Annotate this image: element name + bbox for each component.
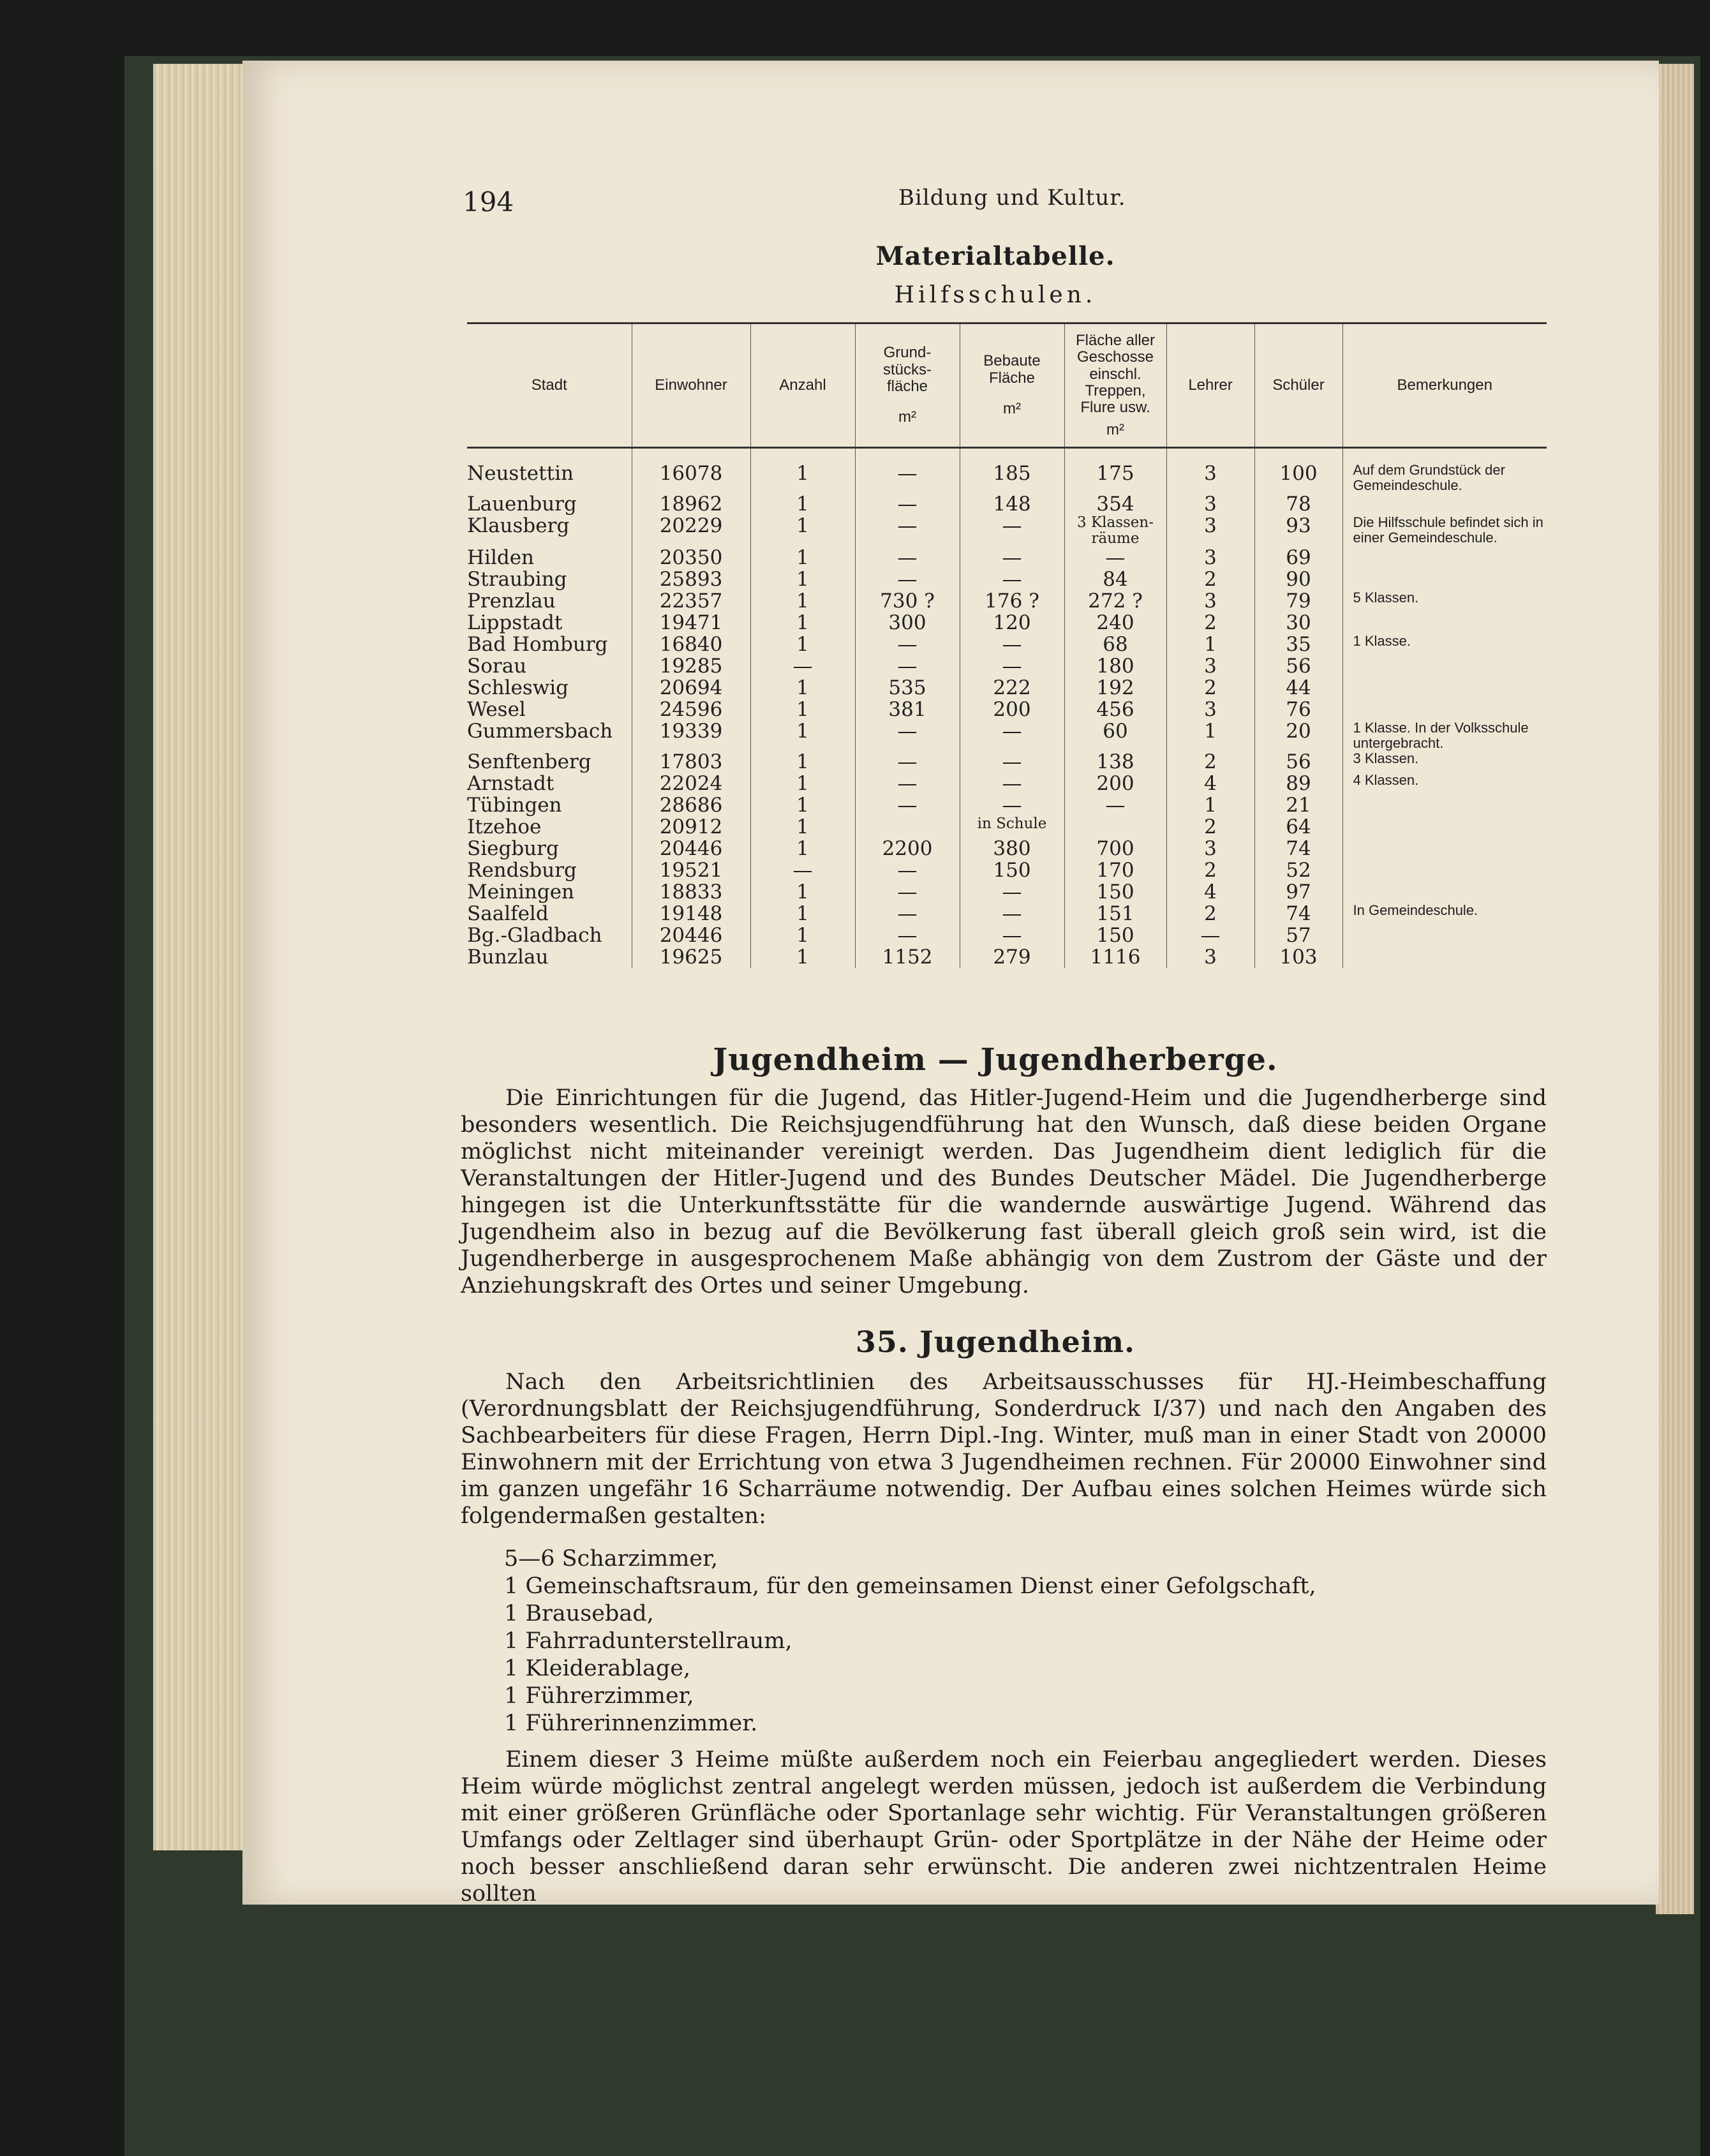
cell-anzahl: 1 xyxy=(750,493,855,515)
cell-flaeche: 700 xyxy=(1064,838,1166,859)
cell-stadt: Tübingen xyxy=(467,794,562,817)
cell-flaeche: 180 xyxy=(1064,655,1166,677)
cell-grund: — xyxy=(855,655,960,677)
cell-anzahl: 1 xyxy=(750,590,855,612)
cell-flaeche: 150 xyxy=(1064,925,1166,946)
cell-flaeche: 150 xyxy=(1064,881,1166,903)
cell-einwohner: 20912 xyxy=(632,816,750,838)
cell-stadt: Klausberg xyxy=(467,514,570,537)
cell-anzahl: 1 xyxy=(750,751,855,773)
cell-schueler: 52 xyxy=(1254,859,1342,881)
table-row xyxy=(467,569,1547,590)
cell-bebaute: 200 xyxy=(960,699,1064,720)
section-title: Jugendheim — Jugendherberge. xyxy=(713,1042,1278,1078)
cell-anzahl: 1 xyxy=(750,448,855,494)
cell-schueler: 90 xyxy=(1254,569,1342,590)
table-body xyxy=(467,448,1547,969)
cell-einwohner: 20229 xyxy=(632,515,750,547)
cell-einwohner: 22357 xyxy=(632,590,750,612)
cell-bemerkung xyxy=(1342,493,1547,515)
list-item: 1 Führerzimmer, xyxy=(504,1683,694,1709)
cell-stadt: Hilden xyxy=(467,546,535,569)
cell-grund: — xyxy=(855,751,960,773)
cell-bebaute: — xyxy=(960,569,1064,590)
table-subtitle: Hilfsschulen. xyxy=(894,282,1097,308)
cell-lehrer: 3 xyxy=(1166,493,1254,515)
cell-schueler: 74 xyxy=(1254,903,1342,925)
cell-stadt: Prenzlau xyxy=(467,590,556,613)
cell-bemerkung xyxy=(1342,946,1547,968)
cell-grund: — xyxy=(855,881,960,903)
cell-grund: — xyxy=(855,634,960,655)
cell-grund: 2200 xyxy=(855,838,960,859)
cell-anzahl: 1 xyxy=(750,634,855,655)
cell-lehrer: 3 xyxy=(1166,946,1254,968)
cell-einwohner: 19339 xyxy=(632,720,750,751)
material-table xyxy=(467,322,1547,968)
cell-flaeche xyxy=(1064,816,1166,838)
table-row xyxy=(467,773,1547,794)
cell-anzahl: — xyxy=(750,655,855,677)
cell-grund xyxy=(855,816,960,838)
cell-bemerkung xyxy=(1342,655,1547,677)
table-title: Materialtabelle. xyxy=(875,241,1115,271)
cell-anzahl: 1 xyxy=(750,946,855,968)
cell-grund: — xyxy=(855,448,960,494)
cell-schueler: 35 xyxy=(1254,634,1342,655)
cell-grund: 535 xyxy=(855,677,960,699)
cell-einwohner: 19285 xyxy=(632,655,750,677)
table-header-row xyxy=(467,323,1547,448)
cell-bebaute: 222 xyxy=(960,677,1064,699)
table-row xyxy=(467,925,1547,946)
cell-einwohner: 20446 xyxy=(632,925,750,946)
cell-bemerkung xyxy=(1342,677,1547,699)
cell-stadt: Arnstadt xyxy=(467,772,554,795)
cell-einwohner: 28686 xyxy=(632,794,750,816)
cell-bebaute: — xyxy=(960,547,1064,569)
cell-stadt: Schleswig xyxy=(467,676,569,699)
cell-stadt: Gummersbach xyxy=(467,720,613,743)
cell-bebaute: — xyxy=(960,515,1064,547)
cell-grund: — xyxy=(855,493,960,515)
cell-grund: — xyxy=(855,773,960,794)
cell-bemerkung xyxy=(1342,547,1547,569)
cell-einwohner: 20694 xyxy=(632,677,750,699)
cell-schueler: 21 xyxy=(1254,794,1342,816)
cell-stadt: Bg.-Gladbach xyxy=(467,924,602,947)
cell-lehrer: 2 xyxy=(1166,751,1254,773)
cell-bemerkung xyxy=(1342,699,1547,720)
cell-lehrer: 2 xyxy=(1166,816,1254,838)
cell-schueler: 97 xyxy=(1254,881,1342,903)
table-row xyxy=(467,859,1547,881)
cell-stadt: Rendsburg xyxy=(467,859,577,882)
header-anzahl: Anzahl xyxy=(750,323,855,448)
table-row xyxy=(467,515,1547,547)
header-bemerkungen: Bemerkungen xyxy=(1342,323,1547,448)
table-row xyxy=(467,493,1547,515)
cell-flaeche: 60 xyxy=(1064,720,1166,751)
cell-grund: 1152 xyxy=(855,946,960,968)
cell-lehrer: 3 xyxy=(1166,547,1254,569)
cell-stadt: Itzehoe xyxy=(467,815,542,838)
cell-bemerkung xyxy=(1342,794,1547,816)
section-paragraph: Die Einrichtungen für die Jugend, das Hitler-Jugend-Heim und die Jugendherberge sind besonders wesentlich. Die Reichsjugendführung hat den Wunsch, daß diese beiden Organe möglichst nicht miteinander vereinigt werden. Das Jugendheim dient lediglich für die Veranstaltungen der Hitler-Jugend und des Bundes Deutscher Mädel. Die Jugendherberge hingegen ist die Unterkunftsstätte für die wandernde auswärtige Jugend. Während das Jugendheim also in bezug auf die Bevölkerung fast überall gleich groß sein wird, ist die Jugendherberge in ausgesprochenem Maße abhängig von dem Zustrom der Gäste und der Anziehungskraft des Ortes und seiner Umgebung. xyxy=(461,1085,1547,1298)
cell-einwohner: 19625 xyxy=(632,946,750,968)
cell-bebaute: — xyxy=(960,634,1064,655)
page-edges-left xyxy=(153,64,256,1850)
cell-bemerkung xyxy=(1342,612,1547,634)
cell-flaeche: — xyxy=(1064,794,1166,816)
cell-einwohner: 19148 xyxy=(632,903,750,925)
list-item: 1 Fahrradunterstellraum, xyxy=(504,1628,792,1654)
cell-flaeche: 240 xyxy=(1064,612,1166,634)
table-row xyxy=(467,677,1547,699)
cell-bemerkung xyxy=(1342,816,1547,838)
cell-flaeche: 354 xyxy=(1064,493,1166,515)
cell-bebaute: in Schule xyxy=(960,816,1064,838)
cell-anzahl: — xyxy=(750,859,855,881)
cell-lehrer: — xyxy=(1166,925,1254,946)
room-list xyxy=(504,1545,1316,1737)
cell-schueler: 103 xyxy=(1254,946,1342,968)
cell-anzahl: 1 xyxy=(750,612,855,634)
cell-einwohner: 24596 xyxy=(632,699,750,720)
cell-lehrer: 1 xyxy=(1166,720,1254,751)
table-row xyxy=(467,448,1547,494)
unit-flaeche: m² xyxy=(1106,420,1124,438)
cell-flaeche: 170 xyxy=(1064,859,1166,881)
cell-bemerkung xyxy=(1342,881,1547,903)
cell-bemerkung: Auf dem Grundstück der Gemeindeschule. xyxy=(1342,448,1547,494)
cell-grund: — xyxy=(855,569,960,590)
cell-lehrer: 3 xyxy=(1166,590,1254,612)
cell-stadt: Lauenburg xyxy=(467,493,577,516)
table-row xyxy=(467,720,1547,751)
cell-bemerkung xyxy=(1342,859,1547,881)
cell-bebaute: 148 xyxy=(960,493,1064,515)
cell-stadt: Wesel xyxy=(467,698,526,721)
cell-bemerkung: 4 Klassen. xyxy=(1342,773,1547,794)
header-geschossflaeche: Fläche aller Geschosse einschl. Treppen, Flure usw. m² xyxy=(1064,323,1166,448)
cell-bebaute: — xyxy=(960,655,1064,677)
cell-lehrer: 2 xyxy=(1166,903,1254,925)
cell-anzahl: 1 xyxy=(750,569,855,590)
cell-anzahl: 1 xyxy=(750,881,855,903)
table-row xyxy=(467,590,1547,612)
cell-einwohner: 18962 xyxy=(632,493,750,515)
cell-schueler: 57 xyxy=(1254,925,1342,946)
table-row xyxy=(467,699,1547,720)
table-row xyxy=(467,655,1547,677)
header-bebaute-flaeche: Bebaute Fläche m² xyxy=(960,323,1064,448)
cell-anzahl: 1 xyxy=(750,677,855,699)
list-item: 1 Gemeinschaftsraum, für den gemeinsamen Dienst einer Gefolgschaft, xyxy=(504,1573,1316,1599)
cell-anzahl: 1 xyxy=(750,720,855,751)
cell-anzahl: 1 xyxy=(750,773,855,794)
header-einwohner: Einwohner xyxy=(632,323,750,448)
unit-bebaute: m² xyxy=(1003,400,1021,418)
subsection-title: 35. Jugendheim. xyxy=(855,1325,1136,1359)
cell-grund: — xyxy=(855,925,960,946)
cell-bebaute: — xyxy=(960,773,1064,794)
cell-stadt: Saalfeld xyxy=(467,902,549,925)
cell-schueler: 20 xyxy=(1254,720,1342,751)
header-grundstuecksflaeche: Grund- stücks- fläche m² xyxy=(855,323,960,448)
cell-bebaute: 150 xyxy=(960,859,1064,881)
cell-einwohner: 25893 xyxy=(632,569,750,590)
table-row xyxy=(467,794,1547,816)
cell-bebaute: — xyxy=(960,925,1064,946)
cell-bebaute: — xyxy=(960,720,1064,751)
cell-einwohner: 16840 xyxy=(632,634,750,655)
cell-bebaute: — xyxy=(960,794,1064,816)
cell-lehrer: 3 xyxy=(1166,515,1254,547)
table-row xyxy=(467,946,1547,968)
cell-flaeche: 200 xyxy=(1064,773,1166,794)
cell-bemerkung: 5 Klassen. xyxy=(1342,590,1547,612)
list-item: 1 Brausebad, xyxy=(504,1601,654,1626)
cell-grund: — xyxy=(855,515,960,547)
running-title: Bildung und Kultur. xyxy=(898,185,1126,211)
cell-schueler: 69 xyxy=(1254,547,1342,569)
cell-einwohner: 17803 xyxy=(632,751,750,773)
table-row xyxy=(467,881,1547,903)
cell-anzahl: 1 xyxy=(750,816,855,838)
cell-schueler: 44 xyxy=(1254,677,1342,699)
table-row xyxy=(467,903,1547,925)
cell-flaeche: 138 xyxy=(1064,751,1166,773)
list-item: 5—6 Scharzimmer, xyxy=(504,1546,718,1572)
cell-stadt: Sorau xyxy=(467,655,527,678)
cell-flaeche: 1116 xyxy=(1064,946,1166,968)
cell-bebaute: 120 xyxy=(960,612,1064,634)
cell-flaeche: 151 xyxy=(1064,903,1166,925)
cell-lehrer: 1 xyxy=(1166,794,1254,816)
cell-lehrer: 2 xyxy=(1166,859,1254,881)
cell-bebaute: — xyxy=(960,881,1064,903)
header-lehrer: Lehrer xyxy=(1166,323,1254,448)
cell-schueler: 64 xyxy=(1254,816,1342,838)
cell-grund: 730 ? xyxy=(855,590,960,612)
cell-flaeche: 84 xyxy=(1064,569,1166,590)
cell-einwohner: 22024 xyxy=(632,773,750,794)
cell-schueler: 93 xyxy=(1254,515,1342,547)
table-row xyxy=(467,634,1547,655)
cell-einwohner: 20446 xyxy=(632,838,750,859)
cell-bemerkung: In Gemeindeschule. xyxy=(1342,903,1547,925)
cell-schueler: 76 xyxy=(1254,699,1342,720)
table-row xyxy=(467,612,1547,634)
cell-grund: — xyxy=(855,903,960,925)
subsection-paragraph-2: Einem dieser 3 Heime müßte außerdem noch ein Feierbau angegliedert werden. Dieses Heim würde möglichst zentral angelegt werden müssen, jedoch ist außerdem die Verbindung mit einer größeren Grünfläche oder Sportanlage sehr wichtig. Für Veranstaltungen größeren Umfangs oder Zeltlager sind überhaupt Grün- oder Sportplätze in der Nähe der Heime oder noch besser anschließend daran sehr erwünscht. Die anderen zwei nichtzentralen Heime sollten xyxy=(461,1747,1547,1907)
cell-stadt: Bad Homburg xyxy=(467,633,608,656)
cell-anzahl: 1 xyxy=(750,794,855,816)
cell-bebaute: 176 ? xyxy=(960,590,1064,612)
table-row xyxy=(467,838,1547,859)
cell-stadt: Senftenberg xyxy=(467,750,591,773)
cell-einwohner: 19471 xyxy=(632,612,750,634)
page-number: 194 xyxy=(463,186,514,218)
table-row xyxy=(467,816,1547,838)
cell-bemerkung xyxy=(1342,838,1547,859)
cell-flaeche: 175 xyxy=(1064,448,1166,494)
cell-grund: 300 xyxy=(855,612,960,634)
cell-flaeche: 272 ? xyxy=(1064,590,1166,612)
cell-lehrer: 3 xyxy=(1166,699,1254,720)
cell-schueler: 89 xyxy=(1254,773,1342,794)
cell-lehrer: 2 xyxy=(1166,612,1254,634)
cell-grund: — xyxy=(855,547,960,569)
cell-anzahl: 1 xyxy=(750,547,855,569)
cell-stadt: Neustettin xyxy=(467,462,574,485)
cell-lehrer: 2 xyxy=(1166,569,1254,590)
header-stadt: Stadt xyxy=(467,323,632,448)
cell-schueler: 74 xyxy=(1254,838,1342,859)
list-item: 1 Kleiderablage, xyxy=(504,1656,691,1681)
page-edges-right xyxy=(1656,64,1694,1914)
unit-grund: m² xyxy=(898,408,916,426)
cell-schueler: 30 xyxy=(1254,612,1342,634)
cell-bemerkung: 1 Klasse. In der Volksschule untergebracht. xyxy=(1342,720,1547,751)
cell-flaeche: 3 Klassen- räume xyxy=(1064,515,1166,547)
cell-schueler: 100 xyxy=(1254,448,1342,494)
cell-anzahl: 1 xyxy=(750,925,855,946)
cell-lehrer: 2 xyxy=(1166,677,1254,699)
cell-schueler: 56 xyxy=(1254,751,1342,773)
cell-flaeche: — xyxy=(1064,547,1166,569)
cell-grund: 381 xyxy=(855,699,960,720)
cell-stadt: Lippstadt xyxy=(467,611,563,634)
cell-bemerkung xyxy=(1342,569,1547,590)
cell-anzahl: 1 xyxy=(750,699,855,720)
cell-anzahl: 1 xyxy=(750,515,855,547)
cell-einwohner: 16078 xyxy=(632,448,750,494)
cell-einwohner: 18833 xyxy=(632,881,750,903)
subsection-paragraph-1: Nach den Arbeitsrichtlinien des Arbeitsausschusses für HJ.-Heimbeschaffung (Verordnungsblatt der Reichsjugendführung, Sonderdruck I/37) und nach den Angaben des Sachbearbeiters für diese Fragen, Herrn Dipl.-Ing. Winter, muß man in einer Stadt von 20000 Einwohnern mit der Errichtung von etwa 3 Jugendheimen rechnen. Für 20000 Einwohner sind im ganzen ungefähr 16 Scharräume notwendig. Der Aufbau eines solchen Heimes würde sich folgendermaßen gestalten: xyxy=(461,1369,1547,1529)
cell-stadt: Bunzlau xyxy=(467,946,549,969)
cell-schueler: 56 xyxy=(1254,655,1342,677)
cell-bemerkung: 1 Klasse. xyxy=(1342,634,1547,655)
list-item: 1 Führerinnenzimmer. xyxy=(504,1711,758,1736)
cell-grund: — xyxy=(855,794,960,816)
cell-lehrer: 4 xyxy=(1166,773,1254,794)
header-schueler: Schüler xyxy=(1254,323,1342,448)
cell-anzahl: 1 xyxy=(750,903,855,925)
cell-bemerkung: Die Hilfsschule befindet sich in einer Gemeindeschule. xyxy=(1342,515,1547,547)
cell-lehrer: 4 xyxy=(1166,881,1254,903)
cell-lehrer: 3 xyxy=(1166,838,1254,859)
cell-stadt: Meiningen xyxy=(467,881,575,903)
cell-schueler: 79 xyxy=(1254,590,1342,612)
cell-bemerkung: 3 Klassen. xyxy=(1342,751,1547,773)
cell-grund: — xyxy=(855,859,960,881)
cell-bebaute: — xyxy=(960,751,1064,773)
cell-lehrer: 3 xyxy=(1166,448,1254,494)
cell-einwohner: 19521 xyxy=(632,859,750,881)
cell-stadt: Siegburg xyxy=(467,837,559,860)
cell-lehrer: 1 xyxy=(1166,634,1254,655)
cell-schueler: 78 xyxy=(1254,493,1342,515)
cell-bebaute: — xyxy=(960,903,1064,925)
cell-anzahl: 1 xyxy=(750,838,855,859)
cell-bebaute: 185 xyxy=(960,448,1064,494)
cell-einwohner: 20350 xyxy=(632,547,750,569)
cell-bebaute: 279 xyxy=(960,946,1064,968)
table-row xyxy=(467,547,1547,569)
cell-bebaute: 380 xyxy=(960,838,1064,859)
cell-bemerkung xyxy=(1342,925,1547,946)
cell-stadt: Straubing xyxy=(467,568,567,591)
table-row xyxy=(467,751,1547,773)
cell-flaeche: 456 xyxy=(1064,699,1166,720)
cell-flaeche: 192 xyxy=(1064,677,1166,699)
cell-flaeche: 68 xyxy=(1064,634,1166,655)
cell-lehrer: 3 xyxy=(1166,655,1254,677)
cell-grund: — xyxy=(855,720,960,751)
